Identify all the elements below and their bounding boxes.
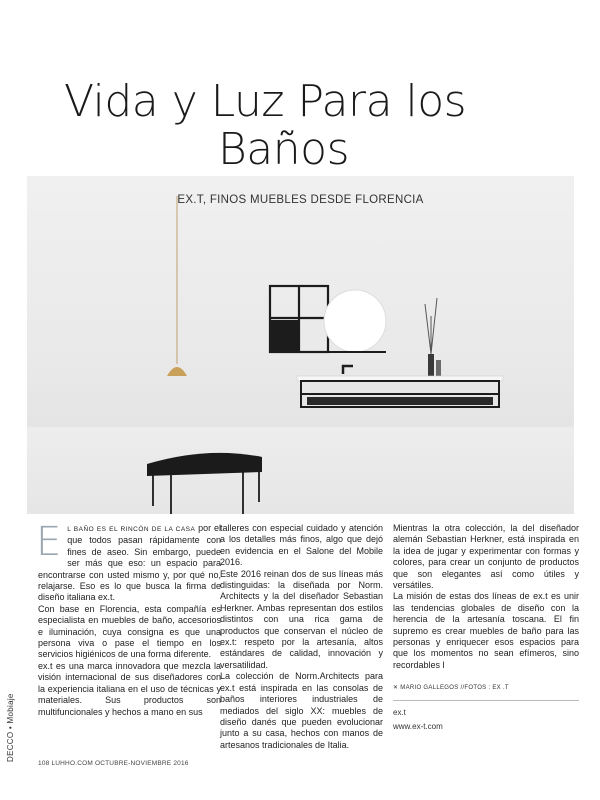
hero-photo <box>27 176 574 514</box>
vases <box>425 298 441 376</box>
title-line-2: Baños <box>218 124 350 175</box>
website-link[interactable]: www.ex-t.com <box>393 722 443 731</box>
console-tray <box>307 397 493 405</box>
photo-credit: ✕ MARIO GALLEGOS //FOTOS : EX .T <box>393 685 509 691</box>
col1-p2: Con base en Florencia, esta compañía es especialista en muebles de baño, accesorios e iluminación, cuya consigna es que una persona viva o pase el tiempo en los servicios higiénicos de una forma diferente. <box>38 603 221 660</box>
article-subtitle: EX.T, FINOS MUEBLES DESDE FLORENCIA <box>177 194 424 206</box>
bench-legs <box>153 471 259 514</box>
drop-cap: E <box>36 519 62 565</box>
column-3 <box>393 523 579 671</box>
shelf-cabinet <box>271 320 298 351</box>
col2-p2: Este 2016 reinan dos de sus líneas más distinguidas: la diseñada por Norm. Architects y la del diseñador Sebastian Herkner. Ambas representan dos estilos distintos con una rica gama de productos que conservan el núcleo de ex.t: respeto por la artesanía, altos estándares de calidad, innovación y versatilidad. <box>220 568 383 670</box>
page-footer: 108 LUHHO.COM OCTUBRE-NOVIEMBRE 2016 <box>38 760 189 767</box>
title-line-1: Vida y Luz Para los <box>64 76 467 127</box>
col3-p2: La misión de estas dos líneas de ex.t es unir las tendencias globales de diseño con la herencia de la artesanía toscana. El fin supremo es crear muebles de baño para las personas y enriquecer esos espacios para que los momentos no sean efímeros, sino recordables l <box>393 591 579 670</box>
section-label: DECCO • Mobiaje <box>6 693 15 762</box>
lead-small-caps: L BAÑO ES EL RINCÓN DE LA CASA <box>67 526 196 533</box>
bench-cushion <box>147 453 262 476</box>
column-1 <box>36 519 222 718</box>
col2-p3: La colección de Norm.Architects para ex.t está inspirada en las consolas de baños interiores industriales de mediados del siglo XX: muebles de diseño danés que pueden evolucionar junto a su casa, hechos con manos de artesanos tradicionales de Italia. <box>220 671 383 750</box>
wall-tap <box>343 366 353 374</box>
col2-p1: talleres con especial cuidado y atención a los detalles más finos, algo que dejó en evidencia en el Salone del Mobile 2016. <box>220 523 383 568</box>
brass-lamp <box>167 367 187 376</box>
brand-links <box>393 706 443 734</box>
col3-p1: Mientras la otra colección, la del diseñador alemán Sebastian Herkner, está inspirada en la idea de jugar y experimentar con formas y colores, para crear un conjunto de productos que son elegantes así como útiles y versátiles. <box>393 523 579 591</box>
column-2 <box>220 523 383 751</box>
col1-p1: por el que todos pasan rápidamente con fines de aseo. Sin embargo, puede ser más que eso: un espacio para encontrarse con usted mismo y, por qué no, relajarse. Eso es lo que busca la firma de diseño italiana ex.t. <box>38 523 222 603</box>
col1-p3: ex.t es una marca innovadora que mezcla la visión internacional de sus diseñadores con la experiencia italiana en el uso de técnicas y materiales. Sus productos son multifuncionales y hechos a mano en sus <box>38 660 221 717</box>
bathroom-illustration <box>27 176 574 514</box>
divider <box>393 700 579 701</box>
round-mirror <box>324 290 386 352</box>
brand-name: ex.t <box>393 708 406 717</box>
